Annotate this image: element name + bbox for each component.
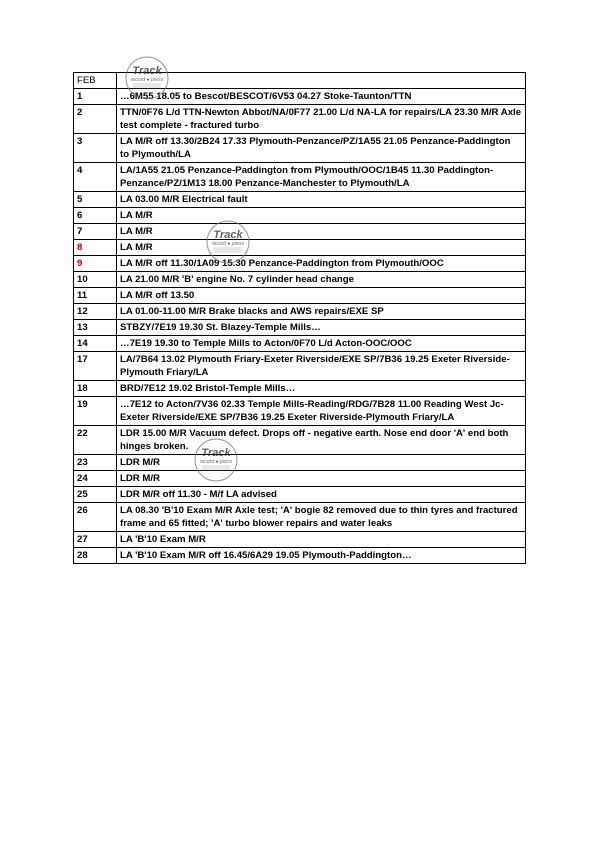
- log-body: [74, 73, 526, 564]
- watermark-title: Track: [132, 65, 162, 77]
- detail-cell: LA M/R off 13.50: [117, 288, 526, 304]
- day-cell: 8: [74, 240, 117, 256]
- day-cell: 19: [74, 397, 117, 426]
- detail-cell: LA 08.30 'B'10 Exam M/R Axle test; 'A' bogie 82 removed due to thin tyres and fractured frame and 65 fitted; 'A' turbo blower repairs and water leaks: [117, 503, 526, 532]
- detail-cell: LA M/R: [117, 208, 526, 224]
- detail-cell: LA M/R: [117, 224, 526, 240]
- day-cell: 12: [74, 304, 117, 320]
- detail-cell: …6M55 18.05 to Bescot/BESCOT/6V53 04.27 Stoke-Taunton/TTN: [117, 89, 526, 105]
- table-row: [74, 256, 526, 272]
- day-cell: 24: [74, 471, 117, 487]
- table-row: [74, 192, 526, 208]
- table-row: [74, 272, 526, 288]
- day-cell: 4: [74, 163, 117, 192]
- table-row: [74, 89, 526, 105]
- detail-cell: LA 03.00 M/R Electrical fault: [117, 192, 526, 208]
- day-cell: 26: [74, 503, 117, 532]
- detail-cell: LDR M/R: [117, 471, 526, 487]
- day-cell: 7: [74, 224, 117, 240]
- day-cell: 10: [74, 272, 117, 288]
- day-cell: 25: [74, 487, 117, 503]
- table-row: [74, 163, 526, 192]
- table-row: [74, 455, 526, 471]
- watermark-subtitle: record ● press: [130, 77, 164, 83]
- month-header: FEB: [74, 73, 117, 89]
- detail-cell: LA/1A55 21.05 Penzance-Paddington from Plymouth/OOC/1B45 11.30 Paddington-Penzance/PZ/1M13 18.00 Penzance-Manchester to Plymouth/LA: [117, 163, 526, 192]
- day-cell: 3: [74, 134, 117, 163]
- day-cell: 5: [74, 192, 117, 208]
- watermark-subtitle: record ● press: [211, 241, 245, 247]
- watermark-title: Track: [201, 447, 231, 459]
- table-row: [74, 208, 526, 224]
- detail-cell: …7E19 19.30 to Temple Mills to Acton/0F70 L/d Acton-OOC/OOC: [117, 336, 526, 352]
- header-detail: [117, 73, 526, 89]
- table-row: [74, 224, 526, 240]
- table-row: [74, 304, 526, 320]
- day-cell: 23: [74, 455, 117, 471]
- detail-cell: LA 01.00-11.00 M/R Brake blacks and AWS repairs/EXE SP: [117, 304, 526, 320]
- day-cell: 11: [74, 288, 117, 304]
- detail-cell: LA M/R off 13.30/2B24 17.33 Plymouth-Penzance/PZ/1A55 21.05 Penzance-Paddington to Plymouth/LA: [117, 134, 526, 163]
- day-cell: 27: [74, 532, 117, 548]
- header-row: [74, 73, 526, 89]
- detail-cell: STBZY/7E19 19.30 St. Blazey-Temple Mills…: [117, 320, 526, 336]
- detail-cell: LA M/R: [117, 240, 526, 256]
- detail-cell: LDR M/R: [117, 455, 526, 471]
- table-row: [74, 288, 526, 304]
- day-cell: 2: [74, 105, 117, 134]
- detail-cell: BRD/7E12 19.02 Bristol-Temple Mills…: [117, 381, 526, 397]
- day-cell: 18: [74, 381, 117, 397]
- day-cell: 6: [74, 208, 117, 224]
- table-row: [74, 471, 526, 487]
- day-cell: 13: [74, 320, 117, 336]
- table-row: [74, 426, 526, 455]
- day-cell: 1: [74, 89, 117, 105]
- day-cell: 17: [74, 352, 117, 381]
- log-table: [73, 72, 526, 564]
- detail-cell: LDR 15.00 M/R Vacuum defect. Drops off - negative earth. Nose end door 'A' end both hinges broken.: [117, 426, 526, 455]
- day-cell: 9: [74, 256, 117, 272]
- table-row: [74, 503, 526, 532]
- detail-cell: LA 'B'10 Exam M/R off 16.45/6A29 19.05 Plymouth-Paddington…: [117, 548, 526, 564]
- table-row: [74, 320, 526, 336]
- detail-cell: …7E12 to Acton/7V36 02.33 Temple Mills-Reading/RDG/7B28 11.00 Reading West Jc-Exeter Riverside/EXE SP/7B36 19.25 Exeter Riverside-Plymouth Friary/LA: [117, 397, 526, 426]
- table-row: [74, 336, 526, 352]
- detail-cell: TTN/0F76 L/d TTN-Newton Abbot/NA/0F77 21.00 L/d NA-LA for repairs/LA 23.30 M/R Axle test complete - fractured turbo: [117, 105, 526, 134]
- table-row: [74, 352, 526, 381]
- table-row: [74, 240, 526, 256]
- detail-cell: LA 'B'10 Exam M/R: [117, 532, 526, 548]
- watermark-title: Track: [213, 229, 243, 241]
- table-row: [74, 548, 526, 564]
- table-row: [74, 487, 526, 503]
- day-cell: 22: [74, 426, 117, 455]
- table-row: [74, 105, 526, 134]
- detail-cell: LA/7B64 13.02 Plymouth Friary-Exeter Riverside/EXE SP/7B36 19.25 Exeter Riverside-Plymouth Friary/LA: [117, 352, 526, 381]
- table-row: [74, 532, 526, 548]
- table-row: [74, 397, 526, 426]
- day-cell: 28: [74, 548, 117, 564]
- table-row: [74, 134, 526, 163]
- table-row: [74, 381, 526, 397]
- watermark-subtitle: record ● press: [199, 459, 233, 465]
- detail-cell: LDR M/R off 11.30 - M/f LA advised: [117, 487, 526, 503]
- detail-cell: LA M/R off 11.30/1A09 15.30 Penzance-Paddington from Plymouth/OOC: [117, 256, 526, 272]
- detail-cell: LA 21.00 M/R 'B' engine No. 7 cylinder head change: [117, 272, 526, 288]
- day-cell: 14: [74, 336, 117, 352]
